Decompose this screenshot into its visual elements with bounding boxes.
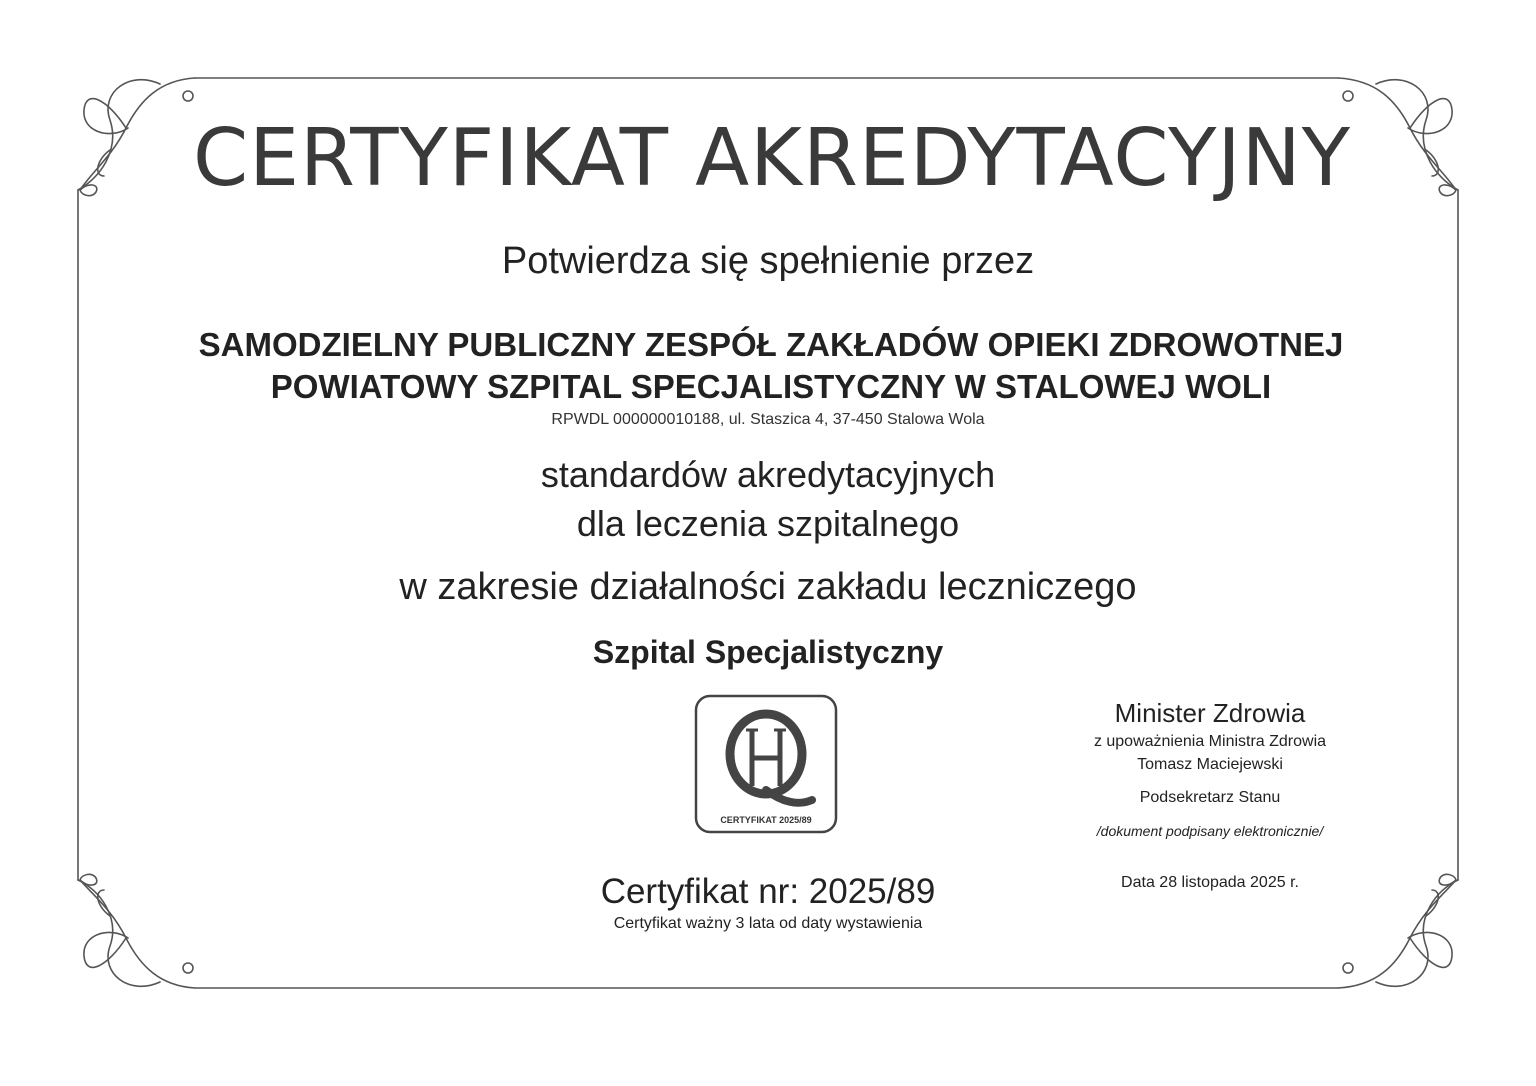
electronic-signature-note: /dokument podpisany elektronicznie/ xyxy=(1096,823,1324,839)
standards-line1: standardów akredytacyjnych xyxy=(540,454,996,495)
confirmation-line: Potwierdza się spełnienie przez xyxy=(501,240,1035,282)
certificate-title: CERTYFIKAT AKREDYTACYJNY xyxy=(192,112,1352,204)
logo-caption: CERTYFIKAT 2025/89 xyxy=(720,815,812,825)
accreditation-logo xyxy=(694,694,838,834)
validity-note: Certyfikat ważny 3 lata od daty wystawienia xyxy=(613,915,923,932)
authorization-line: z upoważnienia Ministra Zdrowia xyxy=(1093,733,1327,750)
signatory-title: Minister Zdrowia xyxy=(1114,698,1306,728)
certificate-number: Certyfikat nr: 2025/89 xyxy=(600,872,936,911)
signatory-name: Tomasz Maciejewski xyxy=(1137,756,1283,773)
organization-name-line1: SAMODZIELNY PUBLICZNY ZESPÓŁ ZAKŁADÓW OPIEKI ZDROWOTNEJ xyxy=(198,326,1344,363)
unit-name: Szpital Specjalistyczny xyxy=(592,634,944,670)
organization-name-line2: POWIATOWY SZPITAL SPECJALISTYCZNY W STALOWEJ WOLI xyxy=(270,368,1272,405)
scope-line: w zakresie działalności zakładu leczniczego xyxy=(399,566,1137,608)
standards-line2: dla leczenia szpitalnego xyxy=(576,503,960,544)
signatory-position: Podsekretarz Stanu xyxy=(1139,789,1281,806)
issue-date: Data 28 listopada 2025 r. xyxy=(1121,874,1299,891)
organization-address: RPWDL 000000010188, ul. Staszica 4, 37-450 Stalowa Wola xyxy=(551,411,985,428)
